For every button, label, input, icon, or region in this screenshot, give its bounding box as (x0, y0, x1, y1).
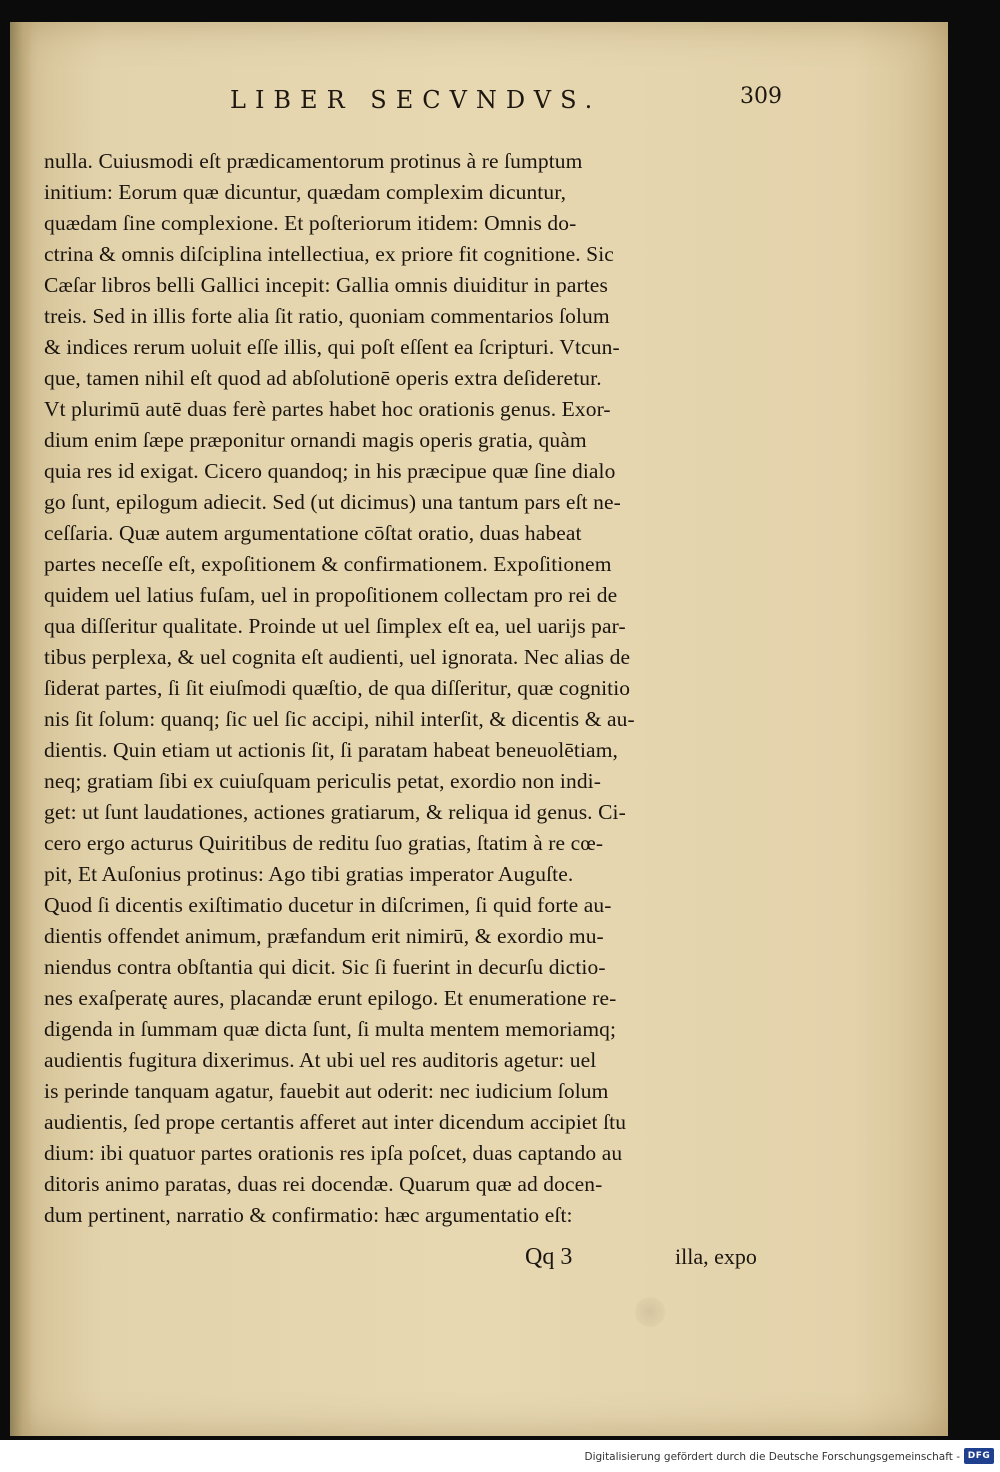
text-line: quidem uel latius fuſam, uel in propoſitionem collectam pro rei de (44, 583, 618, 607)
text-line: ceſſaria. Quæ autem argumentatione cōſtat oratio, duas habeat (44, 521, 582, 545)
text-line: audientis fugitura dixerimus. At ubi uel res auditoris agetur: uel (44, 1048, 597, 1072)
text-line: initium: Eorum quæ dicuntur, quædam complexim dicuntur, (44, 180, 567, 204)
signature-mark: Qq 3 (525, 1244, 573, 1270)
text-line: is perinde tanquam agatur, fauebit aut oderit: nec iudicium ſolum (44, 1079, 609, 1103)
text-line: & indices rerum uoluit eſſe illis, qui poſt eſſent ea ſcripturi. Vtcun- (44, 335, 620, 359)
page-footer (10, 1244, 948, 1284)
text-line: ditoris animo paratas, duas rei docendæ. Quarum quæ ad docen- (44, 1172, 603, 1196)
text-line: go ſunt, epilogum adiecit. Sed (ut dicimus) una tantum pars eſt ne- (44, 490, 621, 514)
text-line: dum pertinent, narratio & confirmatio: hæc argumentatio eſt: (44, 1203, 573, 1227)
text-line: Vt plurimū autē duas ferè partes habet hoc orationis genus. Exor- (44, 397, 611, 421)
text-line: dium enim ſæpe præponitur ornandi magis operis gratia, quàm (44, 428, 587, 452)
text-line: ſiderat partes, ſi ſit eiuſmodi quæſtio, de qua diſſeritur, quæ cognitio (44, 676, 631, 700)
text-line: nulla. Cuiusmodi eſt prædicamentorum protinus à re ſumptum (44, 149, 583, 173)
text-line: qua diſſeritur qualitate. Proinde ut uel ſimplex eſt ea, uel uarijs par- (44, 614, 626, 638)
text-line: que, tamen nihil eſt quod ad abſolutionē operis extra deſideretur. (44, 366, 602, 390)
page-number: 309 (740, 84, 782, 109)
text-line: Quod ſi dicentis exiſtimatio ducetur in diſcrimen, ſi quid forte au- (44, 893, 612, 917)
page-header (10, 86, 948, 126)
paper-stain (635, 1297, 665, 1327)
running-head: LIBER SECVNDVS. (230, 86, 602, 114)
text-line: Cæſar libros belli Gallici incepit: Gallia omnis diuiditur in partes (44, 273, 608, 297)
text-line: nes exaſperatę aures, placandæ erunt epilogo. Et enumeratione re- (44, 986, 617, 1010)
text-line: dientis. Quin etiam ut actionis ſit, ſi paratam habeat beneuolētiam, (44, 738, 618, 762)
text-line: cero ergo acturus Quiritibus de reditu ſuo gratias, ſtatim à re cœ- (44, 831, 604, 855)
text-line: quædam ſine complexione. Et poſteriorum itidem: Omnis do- (44, 211, 577, 235)
text-line: treis. Sed in illis forte alia ſit ratio, quoniam commentarios ſolum (44, 304, 610, 328)
text-line: digenda in ſummam quæ dicta ſunt, ſi multa mentem memoriamq; (44, 1017, 617, 1041)
page-gutter (10, 22, 32, 1436)
funding-note: Digitalisierung gefördert durch die Deutsche Forschungsgemeinschaft - (584, 1451, 960, 1463)
text-line: partes neceſſe eſt, expoſitionem & confirmationem. Expoſitionem (44, 552, 612, 576)
dfg-logo: DFG (964, 1448, 994, 1464)
text-line: niendus contra obſtantia qui dicit. Sic ſi fuerint in decurſu dictio- (44, 955, 606, 979)
text-line: nis ſit ſolum: quanq; ſic uel ſic accipi, nihil interſit, & dicentis & au- (44, 707, 635, 731)
text-line: audientis, ſed prope certantis afferet aut inter dicendum accipiet ſtu (44, 1110, 627, 1134)
text-line: tibus perplexa, & uel cognita eſt audienti, uel ignorata. Nec alias de (44, 645, 631, 669)
text-block (44, 146, 809, 1231)
catchword: illa, expo (675, 1244, 757, 1269)
text-line: quia res id exigat. Cicero quandoq; in his præcipue quæ ſine dialo (44, 459, 616, 483)
text-line: get: ut ſunt laudationes, actiones gratiarum, & reliqua id genus. Ci- (44, 800, 626, 824)
text-line: dium: ibi quatuor partes orationis res ipſa poſcet, duas captando au (44, 1141, 623, 1165)
text-line: neq; gratiam ſibi ex cuiuſquam periculis petat, exordio non indi- (44, 769, 601, 793)
digitization-footer (0, 1440, 1000, 1472)
text-line: ctrina & omnis diſciplina intellectiua, ex priore fit cognitione. Sic (44, 242, 614, 266)
book-page (10, 22, 948, 1436)
text-line: pit, Et Auſonius protinus: Ago tibi gratias imperator Auguſte. (44, 862, 574, 886)
text-line: dientis offendet animum, præfandum erit nimirū, & exordio mu- (44, 924, 604, 948)
